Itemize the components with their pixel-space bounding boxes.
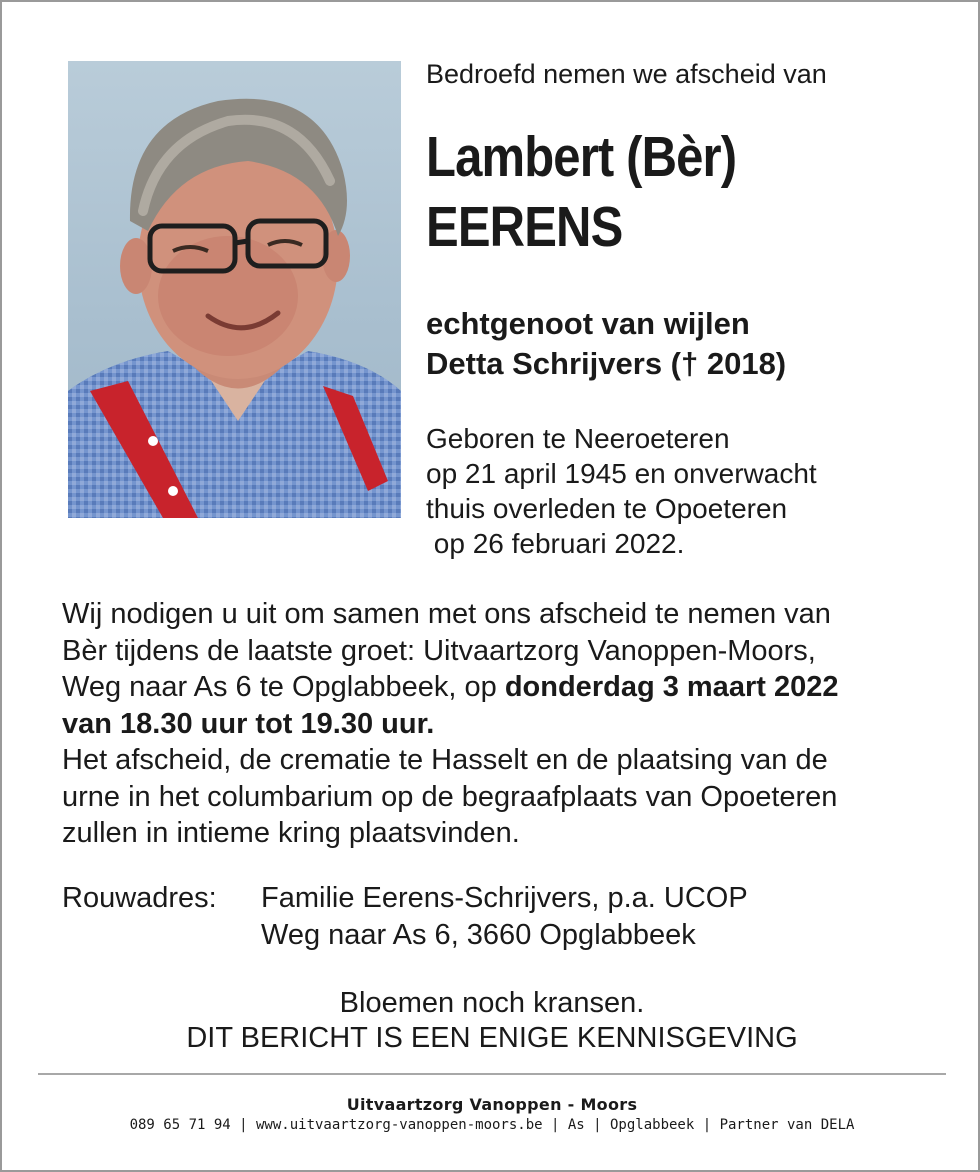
- invitation-line: urne in het columbarium op de begraafplaats van Opoeteren: [62, 780, 838, 813]
- notice-disclaimer: DIT BERICHT IS EEN ENIGE KENNISGEVING: [186, 1022, 798, 1054]
- invitation-line: Wij nodigen u uit om samen met ons afscheid te nemen van: [62, 598, 831, 630]
- rouwadres-line-1: Familie Eerens-Schrijvers, p.a. UCOP: [261, 882, 748, 914]
- birth-death-info: [426, 421, 817, 561]
- intro-text: Bedroefd nemen we afscheid van: [426, 59, 827, 89]
- birth-line: op 26 februari 2022.: [426, 528, 685, 559]
- invitation-date: donderdag 3 maart 2022: [504, 671, 839, 703]
- invitation-location: Weg naar As 6 te Opglabbeek, op: [62, 671, 505, 703]
- invitation-line: [62, 669, 942, 706]
- rouwadres-line-2: Weg naar As 6, 3660 Opglabbeek: [261, 919, 696, 951]
- funeral-home-name: Uitvaartzorg Vanoppen - Moors: [346, 1095, 638, 1114]
- birth-line: thuis overleden te Opoeteren: [426, 493, 788, 524]
- birth-line: op 21 april 1945 en onverwacht: [426, 458, 817, 489]
- rouwadres-label: Rouwadres:: [62, 882, 217, 914]
- invitation-line: zullen in intieme kring plaatsvinden.: [62, 817, 520, 849]
- invitation-time-text: van 18.30 uur tot 19.30 uur.: [62, 707, 435, 740]
- spouse-line-1: echtgenoot van wijlen: [426, 306, 750, 341]
- portrait-photo: [68, 61, 401, 518]
- funeral-home-contact: 089 65 71 94 | www.uitvaartzorg-vanoppen-moors.be | As | Opglabbeek | Partner van DELA: [129, 1117, 855, 1133]
- invitation-line: Het afscheid, de crematie te Hasselt en de plaatsing van de: [62, 744, 828, 776]
- spouse-line-2: Detta Schrijvers († 2018): [426, 346, 787, 381]
- invitation-line: Bèr tijdens de laatste groet: Uitvaartzorg Vanoppen-Moors,: [62, 634, 816, 667]
- deceased-last-name: EERENS: [426, 195, 623, 259]
- spouse-info: [426, 304, 786, 384]
- flowers-note: Bloemen noch kransen.: [339, 987, 645, 1019]
- invitation-time: [62, 706, 942, 743]
- invitation-paragraph: [62, 596, 942, 852]
- rouwadres-address: [261, 880, 748, 954]
- birth-line: Geboren te Neeroeteren: [426, 423, 730, 454]
- portrait-illustration: [68, 61, 401, 518]
- deceased-name: [426, 122, 787, 262]
- footer-divider: [38, 1073, 946, 1075]
- deceased-first-name: Lambert (Bèr): [426, 125, 737, 189]
- closing-notes: [2, 986, 980, 1056]
